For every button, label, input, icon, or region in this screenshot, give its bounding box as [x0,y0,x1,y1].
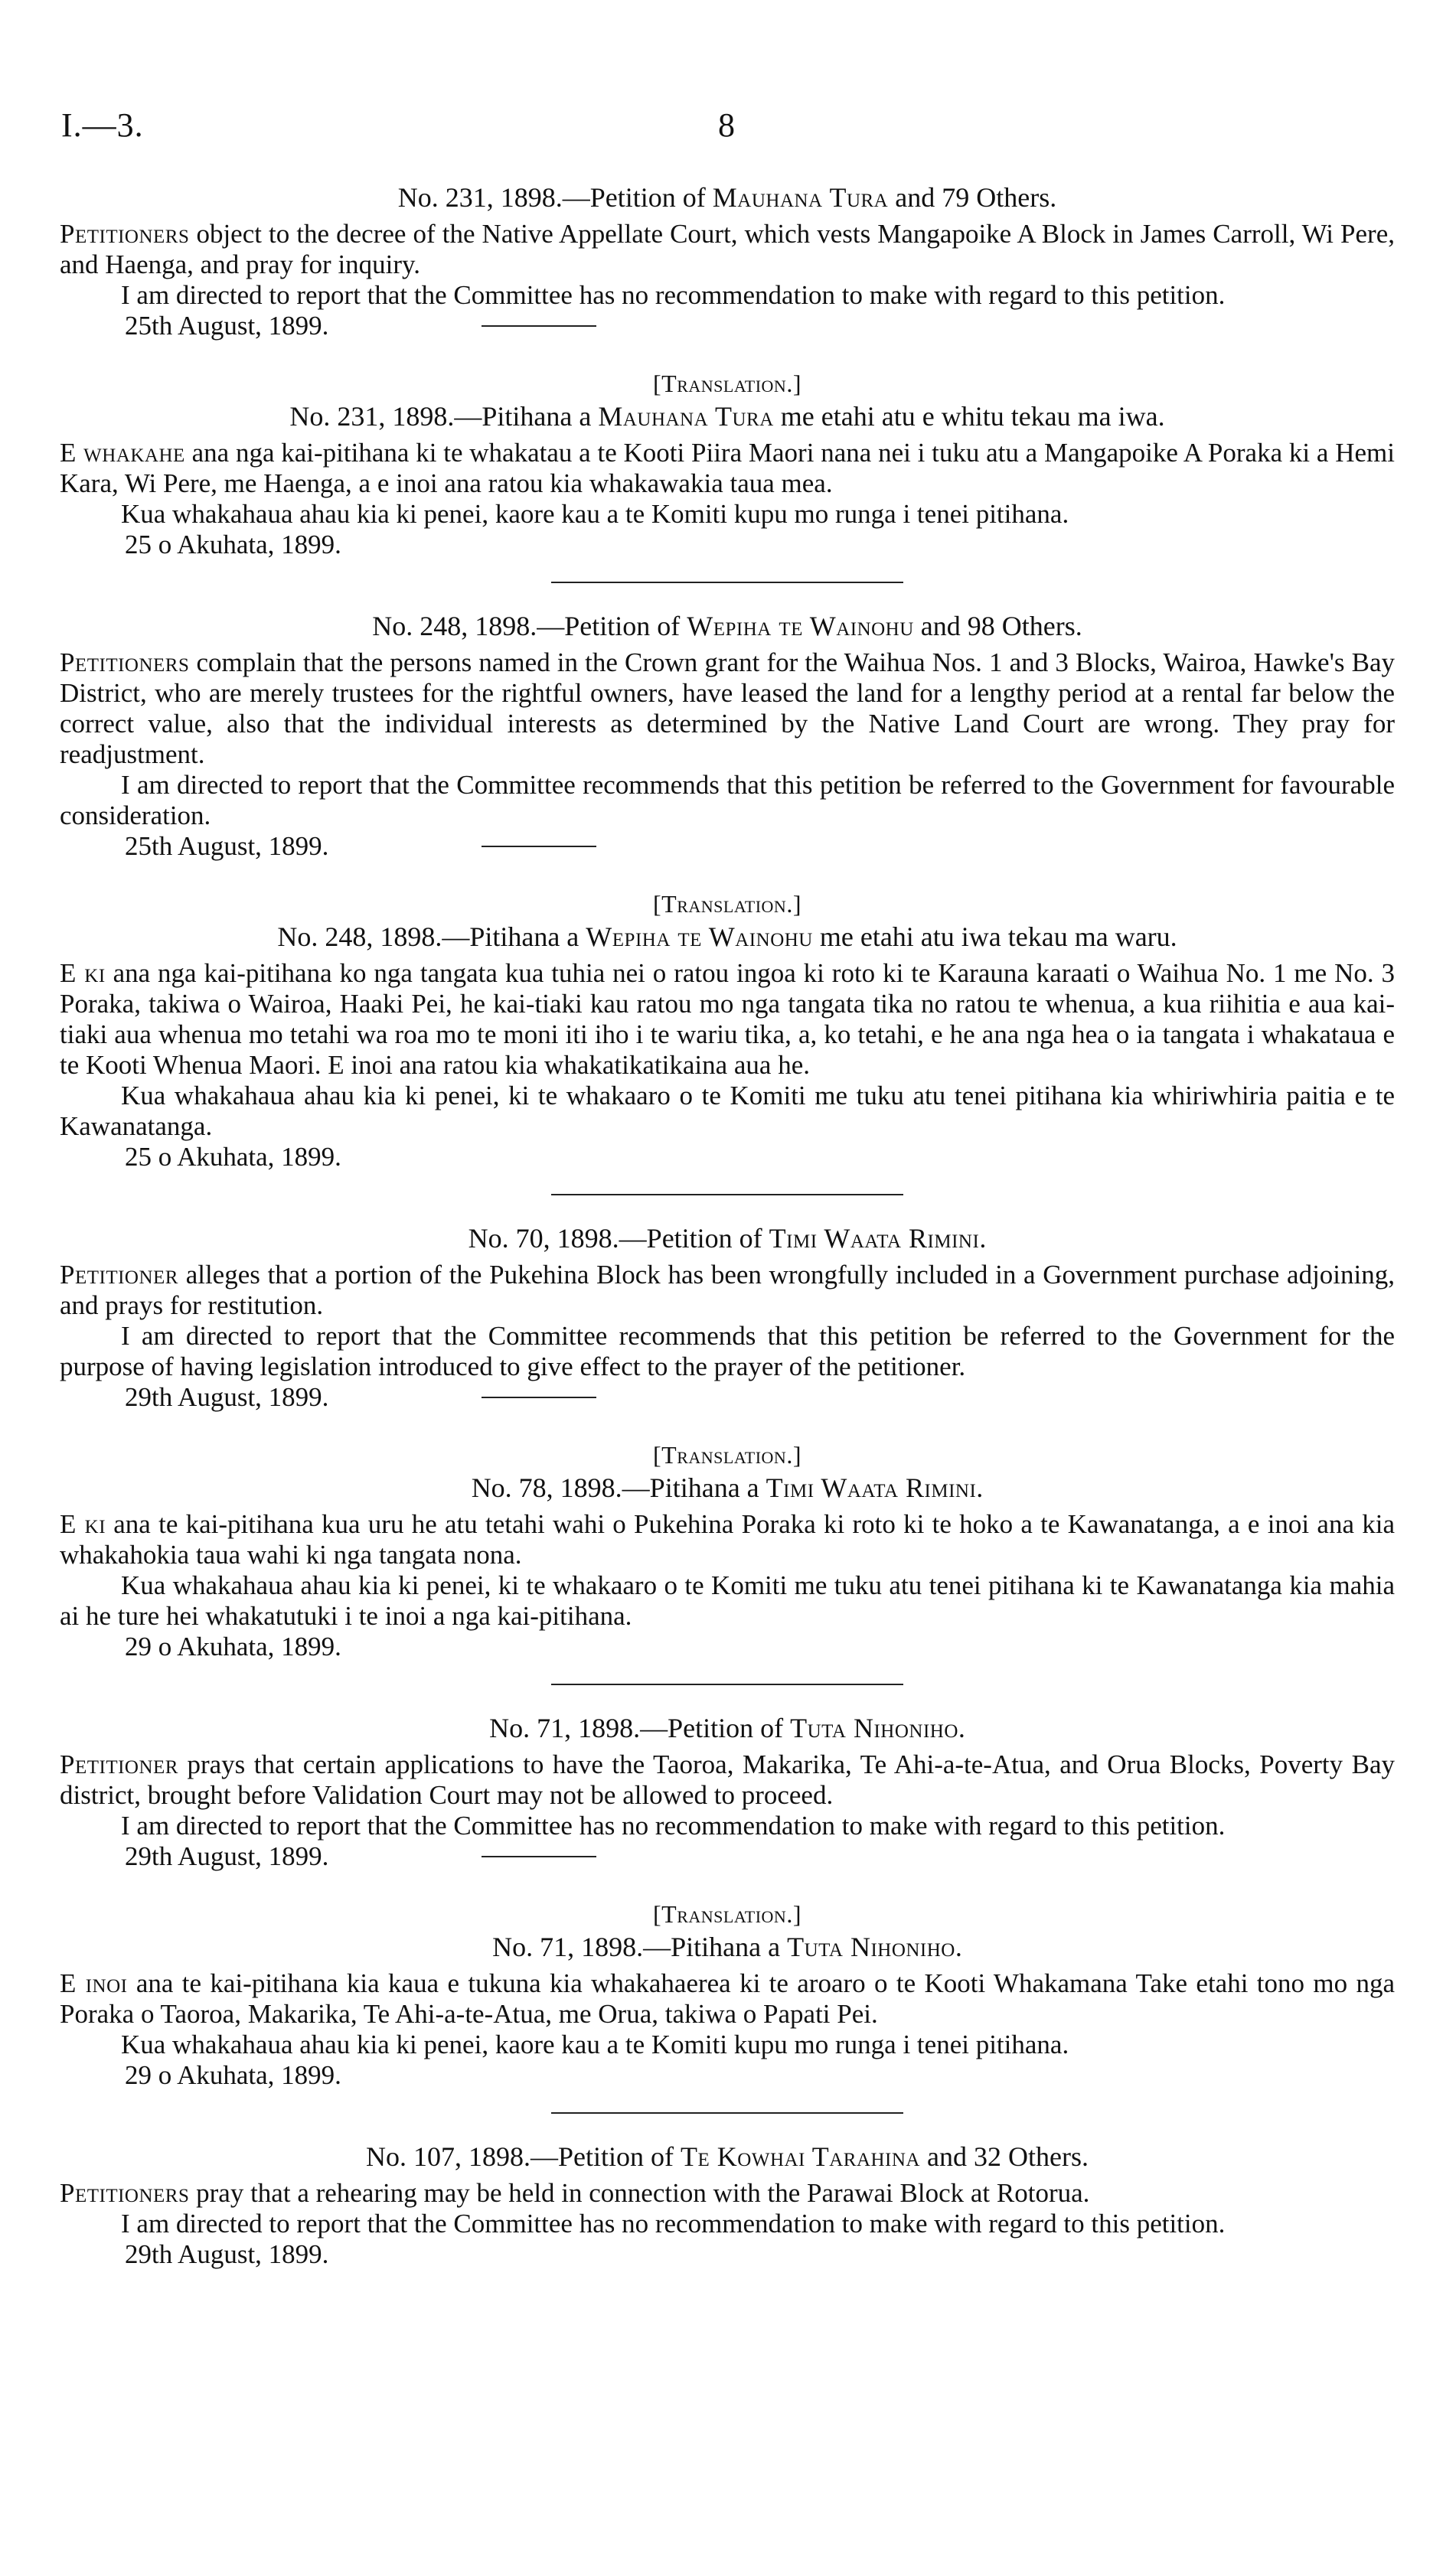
translated-report: Kua whakahaua ahau kia ki penei, kaore kau a te Komiti kupu mo runga i tenei pitihana. [121,499,1069,529]
petition-title: No. 248, 1898.—Petition of Wepiha te Wainohu and 98 Others. [372,611,1082,641]
section-divider [551,1194,903,1195]
report-date: 25th August, 1899. [60,311,1395,341]
section-divider-short [482,846,596,847]
committee-report: I am directed to report that the Committee has no recommendation to make with regard to this petition. [121,280,1226,310]
section-divider [551,2112,903,2114]
translated-body: E ki ana te kai-pitihana kua uru he atu tetahi wahi o Pukehina Poraka ki roto ki te hoko a te Kawanatanga, a e inoi ana kia whakahokia taua wahi ki nga tangata nona. [60,1509,1395,1570]
report-date: 25th August, 1899. [60,831,1395,862]
translated-title: No. 71, 1898.—Pitihana a Tuta Nihoniho. [492,1932,962,1962]
report-date: 29th August, 1899. [60,1841,1395,1872]
translated-body: E ki ana nga kai-pitihana ko nga tangata kua tuhia nei o ratou ingoa ki roto ki te Karauna karaati o Waihua No. 1 me No. 3 Poraka, takiwa o Wairoa, Haaki Pei, he kai-tiaki kau ratou mo nga tangata tika no ratou te whenua, a kua riihitia e aua kai-tiaki aua whenua mo tetahi wa roa mo te moni iti iho i te wariu tika, a, ko tetahi, e he ana nga hea o ia tangata i whakataua e te Kooti Whenua Maori. E inoi ana ratou kia whakatikatikaina aua he. [60,958,1395,1080]
report-date: 29th August, 1899. [125,2239,329,2269]
committee-report: I am directed to report that the Committee recommends that this petition be referred to the Government for favourable consideration. [60,770,1395,830]
section-divider-short [482,1397,596,1398]
translated-title: No. 78, 1898.—Pitihana a Timi Waata Rimini. [471,1472,984,1503]
petitioner-names: Mauhana Tura [712,182,889,213]
petition-title: No. 231, 1898.—Petition of Mauhana Tura and 79 Others. [397,182,1057,213]
translated-date: 25 o Akuhata, 1899. [125,1142,341,1172]
committee-report: I am directed to report that the Committee recommends that this petition be referred to the Government for the purpose of having legislation introduced to give effect to the prayer of the petitioner. [60,1321,1395,1381]
petition-231 [60,182,1395,583]
translated-report: Kua whakahaua ahau kia ki penei, kaore kau a te Komiti kupu mo runga i tenei pitihana. [121,2030,1069,2059]
petition-title: No. 70, 1898.—Petition of Timi Waata Rimini. [468,1223,987,1254]
page-number: 8 [718,106,735,144]
section-divider-short [482,1856,596,1857]
petitions-content [60,182,1395,2270]
paper-reference: I.—3. [61,106,144,144]
translation-heading: [Translation.] [653,1441,801,1469]
petition-title: No. 107, 1898.—Petition of Te Kowhai Tarahina and 32 Others. [366,2141,1089,2172]
petition-title: No. 71, 1898.—Petition of Tuta Nihoniho. [489,1713,965,1743]
petition-body: Petitioner alleges that a portion of the Pukehina Block has been wrongfully included in a Government purchase adjoining, and prays for restitution. [60,1260,1395,1320]
petition-body: Petitioners complain that the persons named in the Crown grant for the Waihua Nos. 1 and 3 Blocks, Wairoa, Hawke's Bay District, who are merely trustees for the rightful owners, have leased the land for a lengthy period at a rental far below the correct value, also that the individual interests as determined by the Native Land Court are wrong. They pray for readjustment. [60,647,1395,769]
translated-body: E whakahe ana nga kai-pitihana ki te whakatau a te Kooti Piira Maori nana nei i tuku atu a Mangapoike A Poraka ki a Hemi Kara, Wi Pere, me Haenga, a e inoi ana ratou kia whakawakia taua mea. [60,438,1395,498]
petitioner-names: Timi Waata Rimini [769,1223,980,1254]
translation-heading: [Translation.] [653,890,801,918]
translated-title: No. 231, 1898.—Pitihana a Mauhana Tura me etahi atu e whitu tekau ma iwa. [289,401,1165,432]
petitioner-names: Tuta Nihoniho [790,1713,958,1743]
report-date: 29th August, 1899. [60,1382,1395,1413]
section-divider-short [482,325,596,327]
translated-date: 29 o Akuhata, 1899. [125,2060,341,2090]
petition-107 [60,2141,1395,2270]
translation-heading: [Translation.] [653,370,801,397]
petitioner-names: Wepiha te Wainohu [687,611,914,641]
translation-heading: [Translation.] [653,1900,801,1928]
translated-date: 29 o Akuhata, 1899. [125,1632,341,1661]
translated-report: Kua whakahaua ahau kia ki penei, ki te whakaaro o te Komiti me tuku atu tenei pitihana ki te Kawanatanga kia mahia ai he ture hei whakatutuki i te inoi a nga kai-pitihana. [60,1570,1395,1631]
translated-body: E inoi ana te kai-pitihana kia kaua e tukuna kia whakahaerea ki te aroaro o te Kooti Whakamana Take etahi tono mo nga Poraka o Taoroa, Makarika, Te Ahi-a-te-Atua, me Orua, takiwa o Papati Pei. [60,1968,1395,2029]
translated-date: 25 o Akuhata, 1899. [125,530,341,559]
petition-body: Petitioner prays that certain applications to have the Taoroa, Makarika, Te Ahi-a-te-Atua, and Orua Blocks, Poverty Bay district, brought before Validation Court may not be allowed to proceed. [60,1749,1395,1810]
petition-70 [60,1223,1395,1685]
committee-report: I am directed to report that the Committee has no recommendation to make with regard to this petition. [121,1811,1226,1841]
committee-report: I am directed to report that the Committee has no recommendation to make with regard to this petition. [121,2209,1226,2239]
translated-title: No. 248, 1898.—Pitihana a Wepiha te Wainohu me etahi atu iwa tekau ma waru. [277,921,1177,952]
petition-body: Petitioners pray that a rehearing may be held in connection with the Parawai Block at Rotorua. [60,2178,1090,2208]
petition-71 [60,1713,1395,2114]
section-divider [551,1684,903,1685]
petition-body: Petitioners object to the decree of the Native Appellate Court, which vests Mangapoike A Block in James Carroll, Wi Pere, and Haenga, and pray for inquiry. [60,219,1395,279]
translated-report: Kua whakahaua ahau kia ki penei, ki te whakaaro o te Komiti me tuku atu tenei pitihana kia whiriwhiria paitia e te Kawanatanga. [60,1081,1395,1141]
petitioner-names: Te Kowhai Tarahina [681,2141,920,2172]
petition-248 [60,611,1395,1195]
section-divider [551,582,903,583]
